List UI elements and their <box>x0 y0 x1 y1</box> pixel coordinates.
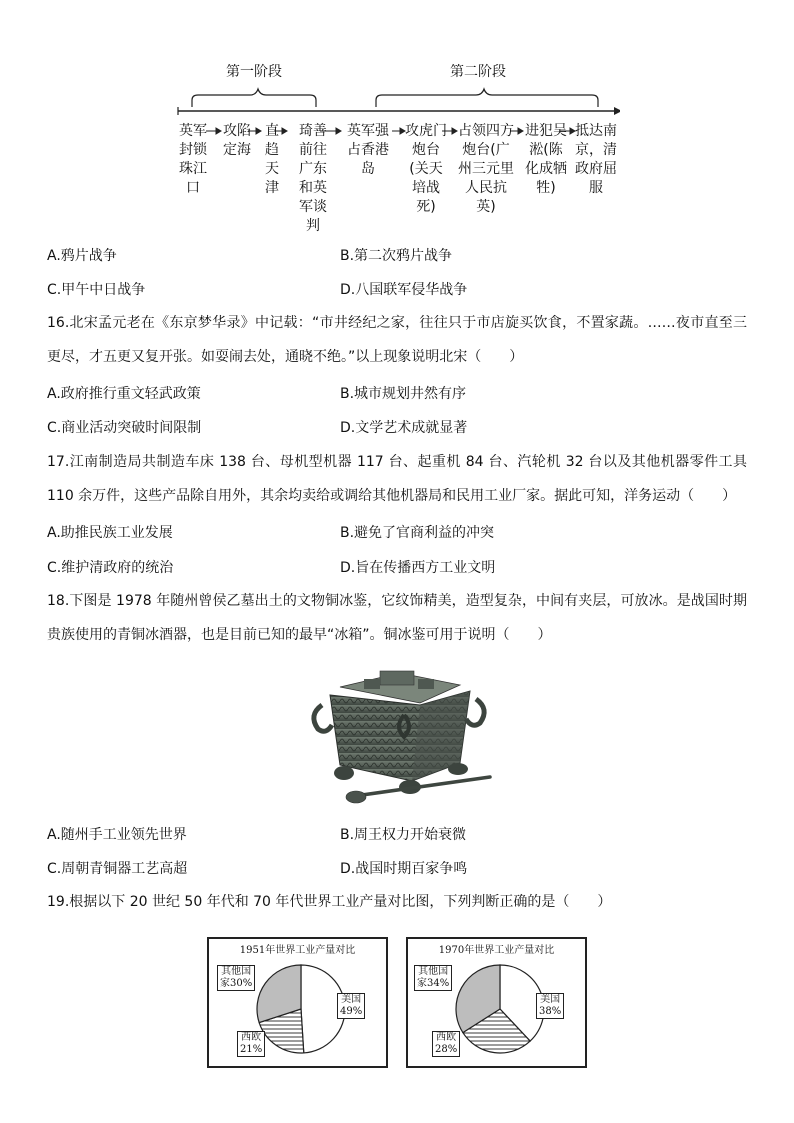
q16-option-d[interactable]: D.文学艺术成就显著 <box>340 420 468 436</box>
q17-option-a[interactable]: A.助推民族工业发展 <box>47 525 173 541</box>
stage-two-brace <box>376 89 598 107</box>
q16-stem: 16.北宋孟元老在《东京梦华录》中记载：“市井经纪之家，往往只于市店旋买饮食，不置家蔬。……夜市直至三更尽，才五更又复开张。如耍闹去处，通晓不绝。”以上现象说明北宋（ ） <box>47 315 747 365</box>
timeline-event-7: 占领四方炮台(广州三元里人民抗英) <box>458 123 514 215</box>
q18-option-b[interactable]: B.周王权力开始衰微 <box>340 827 467 843</box>
q17-option-b[interactable]: B.避免了官商利益的冲突 <box>340 525 495 541</box>
q15-option-c[interactable]: C.甲午中日战争 <box>47 282 146 298</box>
q15-option-a[interactable]: A.鸦片战争 <box>47 248 117 264</box>
q18-stem: 18.下图是 1978 年随州曾侯乙墓出土的文物铜冰鉴，它纹饰精美，造型复杂，中间有夹层，可放冰。是战国时期贵族使用的青铜冰酒器，也是目前已知的最早“冰箱”。铜冰鉴可用于说明（ ） <box>47 593 747 643</box>
pie-1-label-2: 其他国 家34% <box>414 965 452 991</box>
pie-1951-title: 1951年世界工业产量对比 <box>239 945 356 956</box>
timeline-arrowhead <box>614 107 620 115</box>
q15-option-b[interactable]: B.第二次鸦片战争 <box>340 248 453 264</box>
pie-chart-1970 <box>406 937 587 1068</box>
q18-option-a[interactable]: A.随州手工业领先世界 <box>47 827 187 843</box>
stage-one-brace <box>192 89 316 107</box>
q17-stem: 17.江南制造局共制造车床 138 台、母机型机器 117 台、起重机 84 台、汽轮机 32 台以及其他机器零件工具 110 余万件，这些产品除自用外，其余均卖给或调给其他机器局和民用工业厂家。据此可知，洋务运动（ ） <box>47 454 747 504</box>
bronze-ice-jian-image <box>300 665 495 805</box>
timeline-event-5: 英军强占香港岛 <box>347 123 389 177</box>
q17-option-c[interactable]: C.维护清政府的统治 <box>47 560 174 576</box>
timeline-event-9: 抵达南京，清政府屈服 <box>575 123 617 196</box>
timeline-event-8: 进犯吴淞(陈化成牺牲) <box>525 123 567 196</box>
stage-two-label: 第二阶段 <box>450 64 506 80</box>
pie-0-label-2: 其他国 家30% <box>217 965 255 991</box>
timeline-event-4: 琦善前往广东和英军谈判 <box>299 123 327 234</box>
q16-option-b[interactable]: B.城市规划井然有序 <box>340 386 467 402</box>
timeline-event-3: 直趋天津 <box>265 123 279 196</box>
q16-option-c[interactable]: C.商业活动突破时间限制 <box>47 420 202 436</box>
pie-1-label-0: 美国 38% <box>536 993 564 1019</box>
q17-option-d[interactable]: D.旨在传播西方工业文明 <box>340 560 496 576</box>
pie-0-label-0: 美国 49% <box>337 993 365 1019</box>
opium-war-timeline <box>160 55 620 245</box>
q18-option-d[interactable]: D.战国时期百家争鸣 <box>340 861 468 877</box>
pie-1-label-1: 西欧 28% <box>432 1031 460 1057</box>
timeline-event-1: 英军封锁珠江口 <box>179 123 207 196</box>
stage-one-label: 第一阶段 <box>226 64 282 80</box>
q18-option-c[interactable]: C.周朝青铜器工艺高超 <box>47 861 188 877</box>
timeline-event-6: 攻虎门炮台(关天培战死) <box>405 123 447 215</box>
pie-0-label-1: 西欧 21% <box>237 1031 265 1057</box>
timeline-event-2: 攻陷定海 <box>223 123 251 158</box>
q19-stem: 19.根据以下 20 世纪 50 年代和 70 年代世界工业产量对比图，下列判断正确的是（ ） <box>47 894 612 910</box>
pie-chart-1951 <box>207 937 388 1068</box>
q15-option-d[interactable]: D.八国联军侵华战争 <box>340 282 468 298</box>
timeline-axis <box>160 55 620 125</box>
pie-1970-title: 1970年世界工业产量对比 <box>438 945 555 956</box>
q16-option-a[interactable]: A.政府推行重文轻武政策 <box>47 386 201 402</box>
